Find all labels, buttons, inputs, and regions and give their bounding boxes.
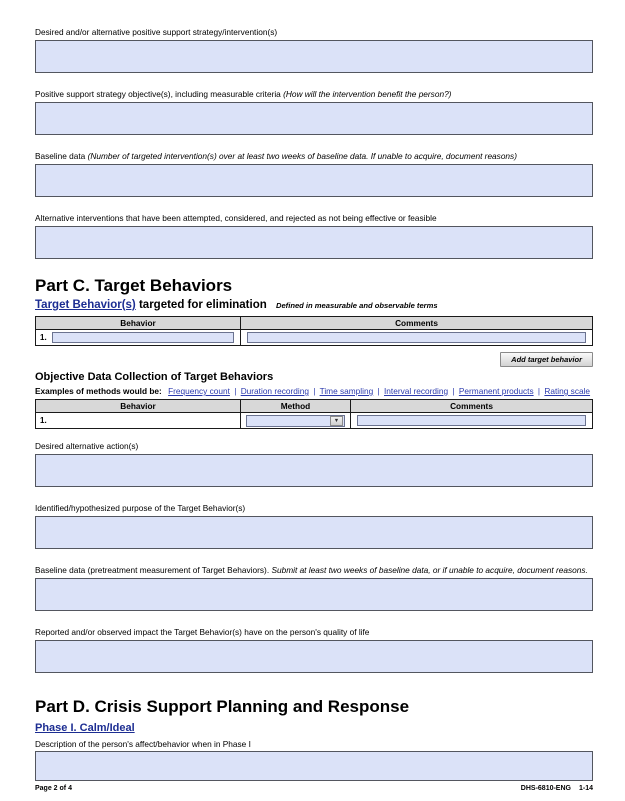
elimination-col-comments: Comments (241, 317, 593, 330)
collection-col-method: Method (241, 400, 351, 413)
field-label (35, 27, 593, 37)
field-label (35, 441, 593, 451)
link-rating-scale[interactable]: Rating scale (544, 386, 591, 396)
page-footer (35, 785, 593, 792)
field-label (35, 151, 593, 161)
link-separator: | (377, 386, 380, 396)
elimination-table (35, 316, 593, 346)
target-behaviors-link[interactable]: Target Behavior(s) (35, 299, 136, 311)
link-separator: | (537, 386, 541, 396)
collection-title: Objective Data Collection of Target Behaviors (35, 371, 274, 383)
part-d-title: Part D. Crisis Support Planning and Response (35, 697, 410, 716)
link-separator: | (234, 386, 237, 396)
field-label (35, 213, 593, 223)
field-label-text: Desired and/or alternative positive support strategy/intervention(s) (35, 27, 278, 37)
method-select[interactable] (246, 415, 345, 427)
table-row (36, 413, 593, 429)
link-time-sampling[interactable]: Time sampling (319, 386, 374, 396)
dropdown-arrow-icon[interactable]: ▼ (330, 416, 343, 426)
field-label-text: Baseline data (pretreatment measurement of Target Behaviors). (35, 565, 270, 575)
page-number: Page 2 of 4 (35, 785, 72, 792)
phase1-link[interactable]: Phase I. Calm/Ideal (35, 722, 135, 734)
field-label (35, 565, 593, 575)
quality-of-life-impact-field[interactable] (35, 640, 593, 673)
pretreatment-baseline-field[interactable] (35, 578, 593, 611)
part-c-title: Part C. Target Behaviors (35, 276, 233, 295)
add-button-row (35, 349, 593, 367)
subheading-note: Defined in measurable and observable terms (275, 301, 438, 310)
table-row (36, 330, 593, 346)
row-number: 1. (40, 333, 47, 342)
phase1-description-field[interactable] (35, 751, 593, 781)
field-label-note: Submit at least two weeks of baseline data, or if unable to acquire, document reasons. (271, 565, 588, 575)
strategy-objectives-field[interactable] (35, 102, 593, 135)
elimination-behavior-input-1[interactable] (52, 332, 234, 343)
field-label-text: Identified/hypothesized purpose of the Target Behavior(s) (35, 503, 246, 513)
field-label-text: Baseline data (35, 151, 86, 161)
alternative-interventions-field[interactable] (35, 226, 593, 259)
field-label (35, 627, 593, 637)
link-duration-recording[interactable]: Duration recording (240, 386, 309, 396)
desired-alternative-actions-field[interactable] (35, 454, 593, 487)
collection-col-behavior: Behavior (36, 400, 241, 413)
link-frequency-count[interactable]: Frequency count (168, 386, 230, 396)
elimination-comments-input-1[interactable] (247, 332, 586, 343)
form-revision: 1-14 (578, 785, 593, 792)
add-target-behavior-button[interactable]: Add target behavior (500, 352, 593, 367)
row-number: 1. (40, 416, 47, 425)
field-label-text: Reported and/or observed impact the Target Behavior(s) have on the person's quality of life (35, 627, 370, 637)
baseline-data-field[interactable] (35, 164, 593, 197)
form-id (521, 785, 593, 792)
link-permanent-products[interactable]: Permanent products (458, 386, 534, 396)
elimination-col-behavior: Behavior (36, 317, 241, 330)
field-label-note: (How will the intervention benefit the person?) (283, 89, 452, 99)
field-label-note: (Number of targeted intervention(s) over at least two weeks of baseline data. If unable to acquire, document reasons) (87, 151, 517, 161)
methods-intro: Examples of methods would be: (35, 386, 162, 396)
collection-table (35, 399, 593, 429)
field-label-text: Desired alternative action(s) (35, 441, 139, 451)
subheading-rest: targeted for elimination (138, 299, 267, 311)
form-number: DHS-6810-ENG (520, 785, 571, 792)
hypothesized-purpose-field[interactable] (35, 516, 593, 549)
method-links-row (35, 386, 593, 396)
field-label-text: Alternative interventions that have been attempted, considered, and rejected as not being effective or feasible (35, 213, 437, 223)
link-separator: | (313, 386, 316, 396)
collection-comments-input-1[interactable] (357, 415, 586, 426)
field-label (35, 739, 593, 749)
collection-col-comments: Comments (351, 400, 593, 413)
field-label-text: Description of the person's affect/behavior when in Phase I (35, 739, 251, 749)
field-label (35, 503, 593, 513)
field-label (35, 89, 593, 99)
desired-strategy-field[interactable] (35, 40, 593, 73)
link-interval-recording[interactable]: Interval recording (384, 386, 449, 396)
field-label-text: Positive support strategy objective(s), including measurable criteria (35, 89, 281, 99)
link-separator: | (452, 386, 455, 396)
target-behaviors-subheading (35, 299, 593, 312)
